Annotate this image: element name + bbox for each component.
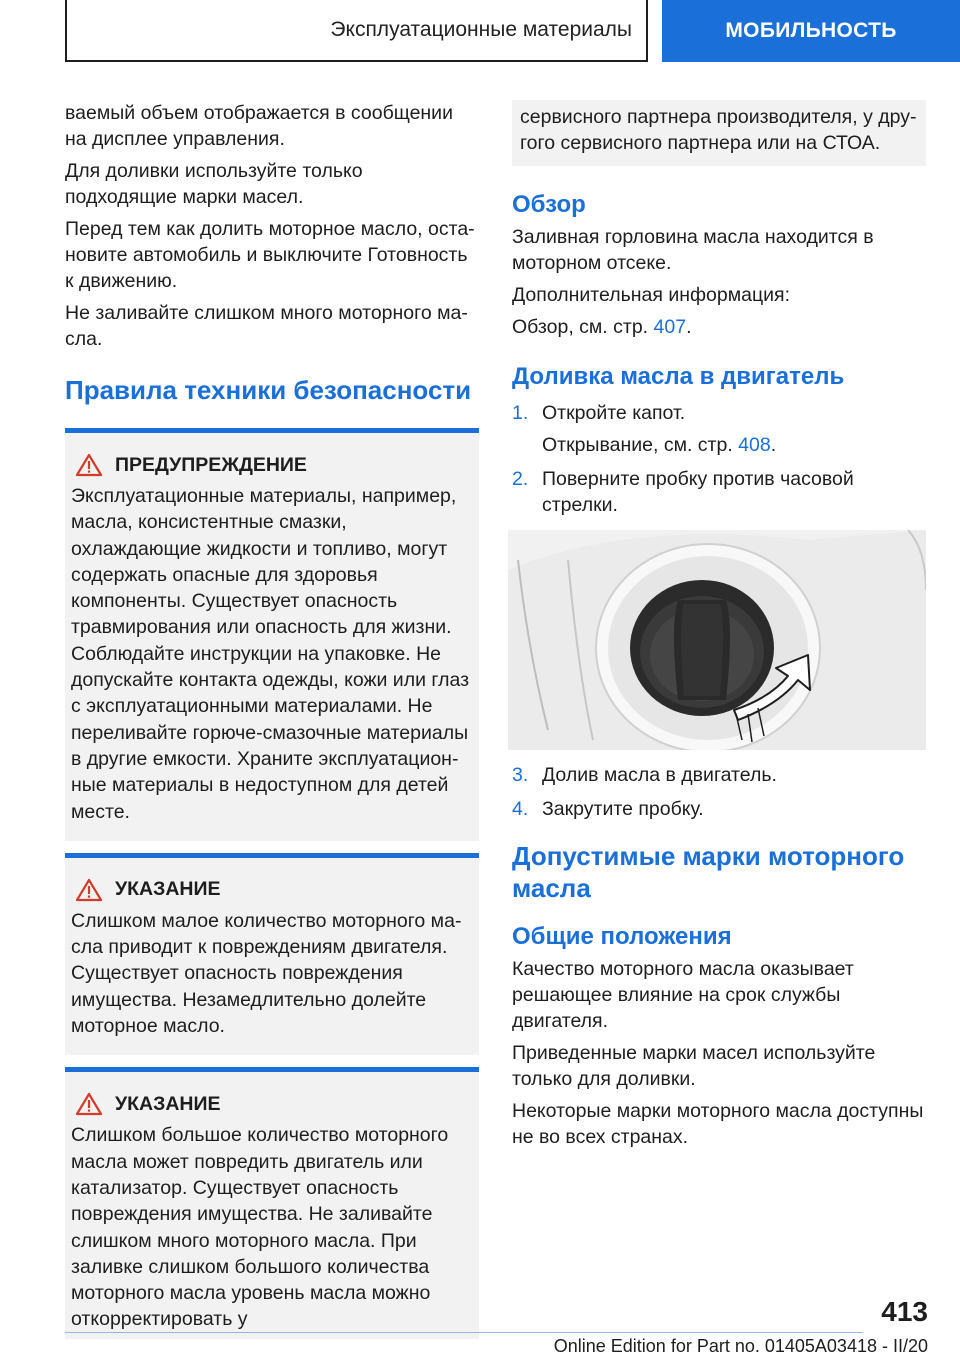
paragraph: ваемый объем отображается в сообщении на дисплее управления. bbox=[65, 102, 453, 150]
header-chapter-title: МОБИЛЬНОСТЬ bbox=[725, 19, 897, 42]
notice-box bbox=[65, 1067, 479, 1338]
paragraph: Перед тем как долить моторное масло, остановите автомобиль и выключите Готовность к движению. bbox=[65, 218, 475, 292]
footer-divider bbox=[65, 1332, 863, 1333]
warning-triangle-icon bbox=[75, 878, 103, 902]
notice-text: Слишком малое количество моторного масла приводит к повреждениям двигателя. Существует опасность повреждения имущества. Незамедлительно долейте моторное масло. bbox=[71, 909, 462, 1038]
page-number: 413 bbox=[881, 1296, 928, 1327]
reference-prefix: Обзор, см. стр. bbox=[512, 316, 654, 338]
step-number: 2. bbox=[512, 468, 529, 490]
reference-suffix: . bbox=[770, 434, 777, 456]
notice-text: Слишком большое количество моторного масла может повредить двигатель или катализатор. Существует опасность повреждения имущества. Не заливайте слишком много моторного масла. При заливке слишком большого количества моторного масла уровень масла можно откорректировать у bbox=[71, 1124, 449, 1331]
reference-suffix: . bbox=[686, 316, 692, 338]
warning-title: ПРЕДУПРЕЖДЕНИЕ bbox=[115, 453, 307, 476]
paragraph: Качество моторного масла оказывает решающее влияние на срок службы двигателя. bbox=[512, 958, 854, 1032]
warning-triangle-icon bbox=[75, 453, 103, 477]
step-text: Закрутите пробку. bbox=[542, 798, 704, 820]
paragraph: Заливная горловина масла находится в моторном отсеке. bbox=[512, 226, 874, 274]
page-link-408[interactable]: 408 bbox=[738, 434, 771, 456]
paragraph: Некоторые марки моторного масла доступны не во всех странах. bbox=[512, 1100, 924, 1148]
notice-title-row bbox=[71, 878, 473, 902]
steps-list bbox=[512, 400, 926, 518]
running-header-chapter bbox=[662, 0, 960, 62]
paragraph: Не заливайте слишком много моторного масла. bbox=[65, 302, 468, 350]
header-section-title: Эксплуатационные материалы bbox=[330, 18, 632, 41]
paragraph: Для доливки используйте только подходящие марки масел. bbox=[65, 160, 363, 208]
paragraph: Приведенные марки масел используйте только для доливки. bbox=[512, 1042, 876, 1090]
footer-edition bbox=[554, 1336, 928, 1357]
notice-box bbox=[65, 853, 479, 1055]
notice-title: УКАЗАНИЕ bbox=[115, 1092, 221, 1115]
overview-heading: Обзор bbox=[512, 191, 586, 218]
warning-title-row bbox=[71, 453, 473, 477]
left-column bbox=[65, 100, 479, 1339]
right-column bbox=[512, 100, 926, 1156]
topup-heading: Доливка масла в двигатель bbox=[512, 363, 845, 390]
page-link-407[interactable]: 407 bbox=[653, 316, 687, 338]
oil-brands-heading: Допустимые марки моторного масла bbox=[512, 841, 905, 903]
step-text: Поверните пробку против часовой стрелки. bbox=[542, 468, 854, 516]
notice-title-row bbox=[71, 1092, 473, 1116]
general-heading: Общие положения bbox=[512, 923, 732, 950]
step-number: 3. bbox=[512, 764, 529, 786]
step-subtext bbox=[542, 432, 776, 458]
continued-box bbox=[512, 100, 926, 166]
running-header-section bbox=[65, 0, 648, 62]
list-item bbox=[512, 466, 926, 518]
list-item bbox=[512, 762, 926, 788]
step-text: Откройте капот. bbox=[542, 402, 686, 424]
warning-box bbox=[65, 428, 479, 841]
continued-text: сервисного партнера производителя, у другого сервисного партнера или на СТОА. bbox=[520, 106, 917, 154]
footer-edition-text: Online Edition for Part no. 01405A03418 - II/20 bbox=[553, 1336, 928, 1356]
warning-triangle-icon bbox=[75, 1092, 103, 1116]
list-item bbox=[512, 400, 926, 458]
paragraph: Дополнительная информация: bbox=[512, 284, 791, 306]
step-number: 4. bbox=[512, 798, 529, 820]
list-item bbox=[512, 796, 926, 822]
overview-reference bbox=[512, 314, 926, 340]
reference-prefix: Открывание, см. стр. bbox=[542, 434, 739, 456]
warning-text: Эксплуатационные материалы, например, масла, консистентные смазки, охлаждающие жидкости и топливо, могут содержать опасные для здоровья компоненты. Существует опасность травмирования или опасность для жизни. Соблюдайте инструкции на упаковке. Не допускайте контакта одежды, кожи или глаз с эксплуатационными материалами. Не переливайте горюче-смазочные материалы в другие емкости. Храните эксплуатационные материалы в недоступном для детей месте. bbox=[71, 485, 470, 823]
steps-list bbox=[512, 762, 926, 822]
step-number: 1. bbox=[512, 402, 529, 424]
step-text: Долив масла в двигатель. bbox=[542, 764, 777, 786]
safety-heading: Правила техники безопасности bbox=[65, 375, 472, 405]
notice-title: УКАЗАНИЕ bbox=[115, 878, 221, 901]
oil-filler-cap-photo bbox=[508, 530, 926, 750]
